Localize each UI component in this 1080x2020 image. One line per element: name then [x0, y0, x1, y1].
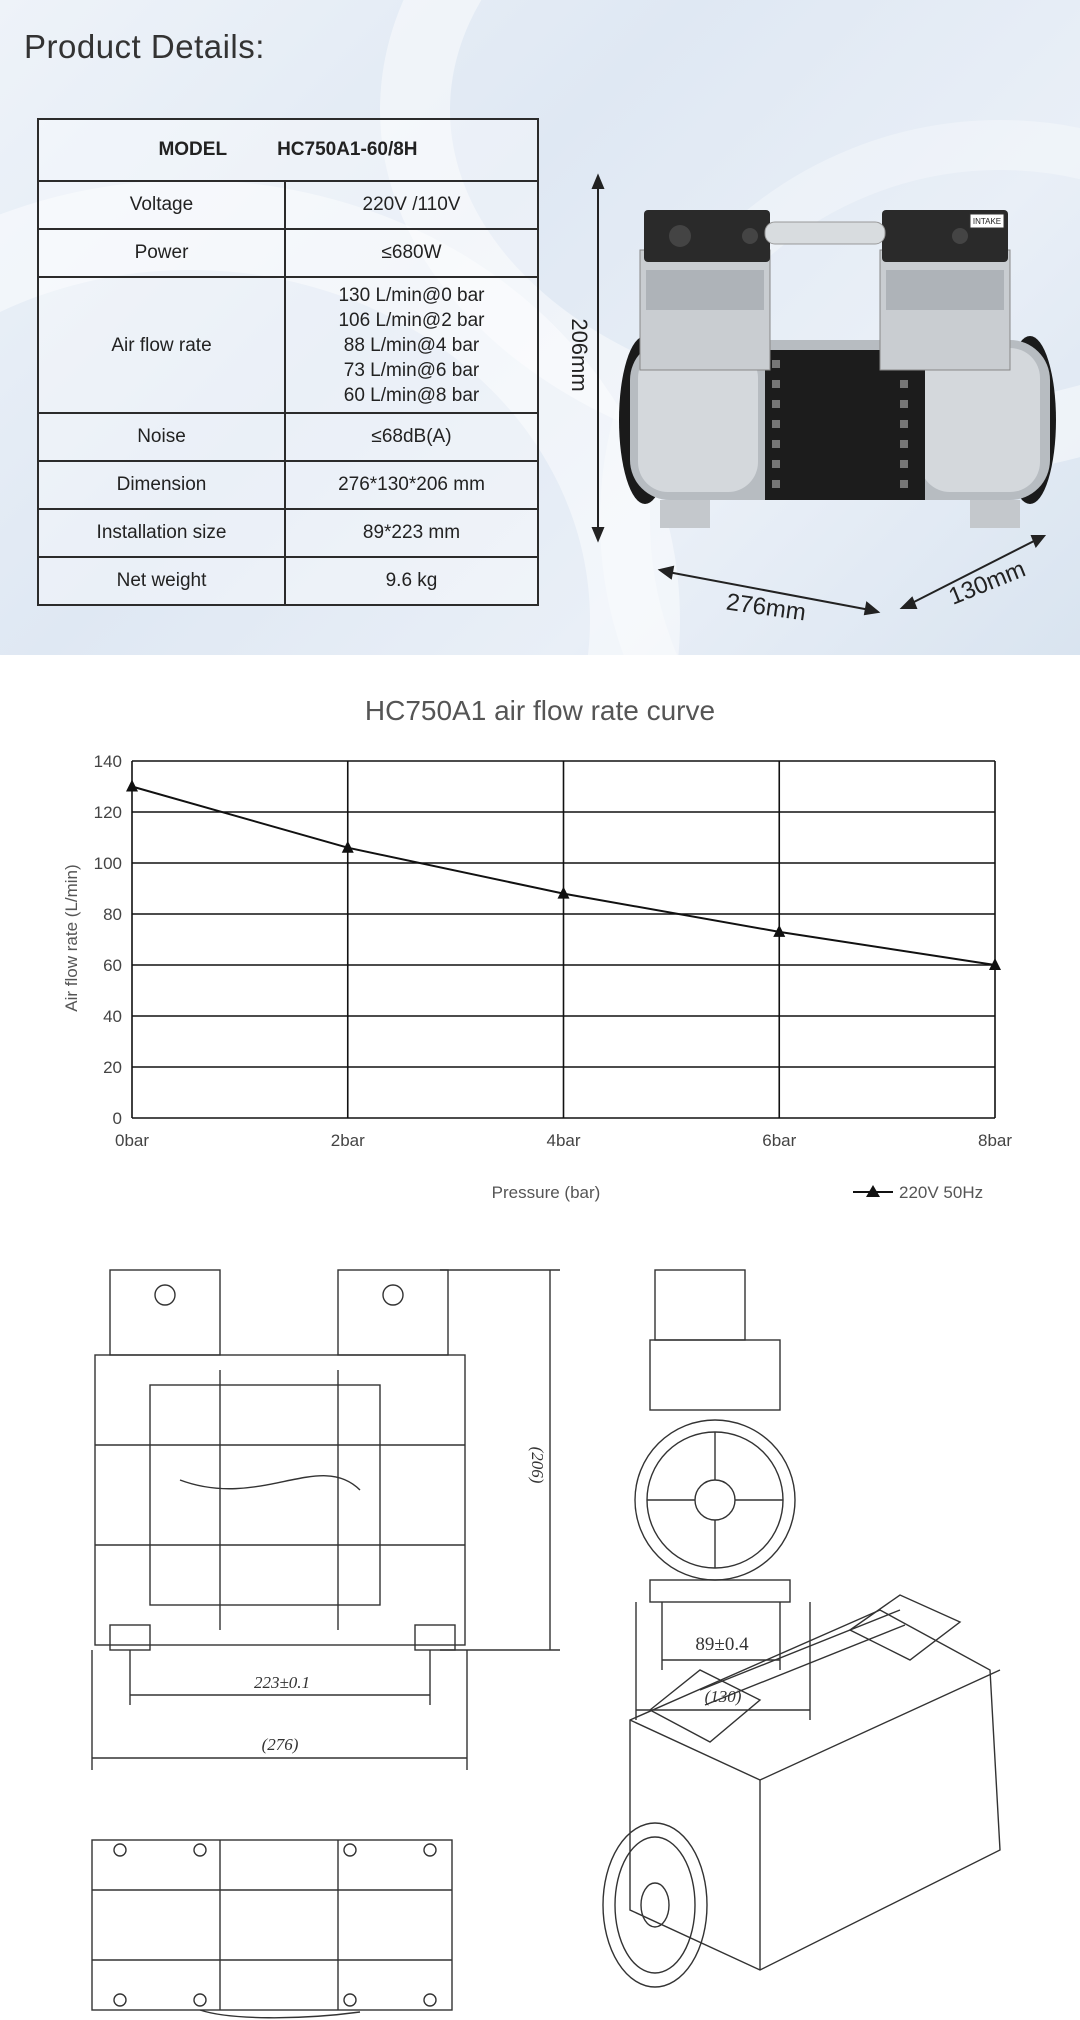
chart-grid [132, 761, 995, 1118]
front-mount-label: 223±0.1 [253, 1673, 311, 1692]
x-tick-label: 0bar [114, 1131, 150, 1150]
side-width-label: (130) [704, 1687, 742, 1706]
y-axis-label: Air flow rate (L/min) [62, 864, 81, 1012]
spec-row-installation [38, 509, 538, 557]
height-dimension-arrow [593, 176, 603, 540]
spec-label: Dimension [38, 461, 285, 509]
spec-table [37, 118, 539, 606]
legend-entry: 220V 50Hz [899, 1183, 984, 1202]
spec-label: Power [38, 229, 285, 277]
y-tick-label: 140 [93, 752, 122, 771]
x-tick-labels [115, 1131, 1012, 1150]
chart-title: HC750A1 air flow rate curve [364, 695, 716, 726]
spec-row-weight [38, 557, 538, 605]
intake-label: INTAKE [972, 217, 1002, 226]
x-axis-label: Pressure (bar) [491, 1183, 601, 1202]
front-length-label: (276) [261, 1735, 299, 1754]
y-tick-labels [94, 752, 122, 1128]
model-row [38, 119, 538, 181]
product-details-section [0, 0, 1080, 655]
page-title: Product Details: [24, 28, 265, 65]
flow-line: 106 L/min@2 bar [338, 309, 485, 331]
y-tick-label: 20 [103, 1058, 122, 1077]
y-tick-label: 80 [103, 905, 122, 924]
spec-value: 276*130*206 mm [285, 461, 538, 509]
model-value: HC750A1-60/8H [277, 139, 418, 160]
spec-value: 220V /110V [285, 181, 538, 229]
y-tick-label: 100 [93, 854, 122, 873]
front-height-label: (206) [528, 1446, 547, 1484]
length-dimension-label: 276mm [724, 588, 808, 627]
flow-line: 130 L/min@0 bar [338, 284, 485, 306]
y-tick-label: 40 [103, 1007, 122, 1026]
x-tick-label: 2bar [330, 1131, 365, 1150]
spec-row-voltage [38, 181, 538, 229]
model-cell [38, 119, 538, 181]
pump-body [619, 210, 1056, 528]
side-view-drawing [635, 1270, 795, 1602]
spec-value: 89*223 mm [285, 509, 538, 557]
x-tick-label: 8bar [977, 1131, 1013, 1150]
technical-drawings [0, 1250, 1080, 2020]
spec-row-dimension [38, 461, 538, 509]
air-flow-chart [0, 740, 1080, 1220]
flow-line: 73 L/min@6 bar [343, 359, 480, 381]
width-dimension-label: 130mm [945, 555, 1030, 611]
y-tick-label: 0 [112, 1109, 122, 1128]
pump-photo [560, 170, 1060, 640]
height-dimension-label: 206mm [567, 318, 592, 392]
spec-label: Voltage [38, 181, 285, 229]
y-tick-label: 60 [103, 956, 122, 975]
model-label: MODEL [158, 139, 228, 160]
x-tick-label: 6bar [762, 1131, 797, 1150]
spec-label: Air flow rate [38, 277, 285, 413]
flow-line: 60 L/min@8 bar [343, 384, 480, 406]
spec-row-power [38, 229, 538, 277]
spec-row-air-flow [38, 277, 538, 413]
spec-value: ≤680W [285, 229, 538, 277]
spec-value: ≤68dB(A) [285, 413, 538, 461]
data-point-marker [126, 780, 138, 792]
legend [853, 1183, 983, 1202]
spec-label: Noise [38, 413, 285, 461]
flow-line: 88 L/min@4 bar [343, 334, 480, 356]
top-view-drawing [92, 1840, 452, 2018]
spec-label: Net weight [38, 557, 285, 605]
y-tick-label: 120 [93, 803, 122, 822]
front-view-drawing [95, 1270, 465, 1650]
x-tick-label: 4bar [546, 1131, 581, 1150]
spec-row-noise [38, 413, 538, 461]
spec-value: 9.6 kg [285, 557, 538, 605]
spec-value-multiline [285, 277, 538, 413]
spec-label: Installation size [38, 509, 285, 557]
side-mount-label: 89±0.4 [695, 1634, 749, 1655]
